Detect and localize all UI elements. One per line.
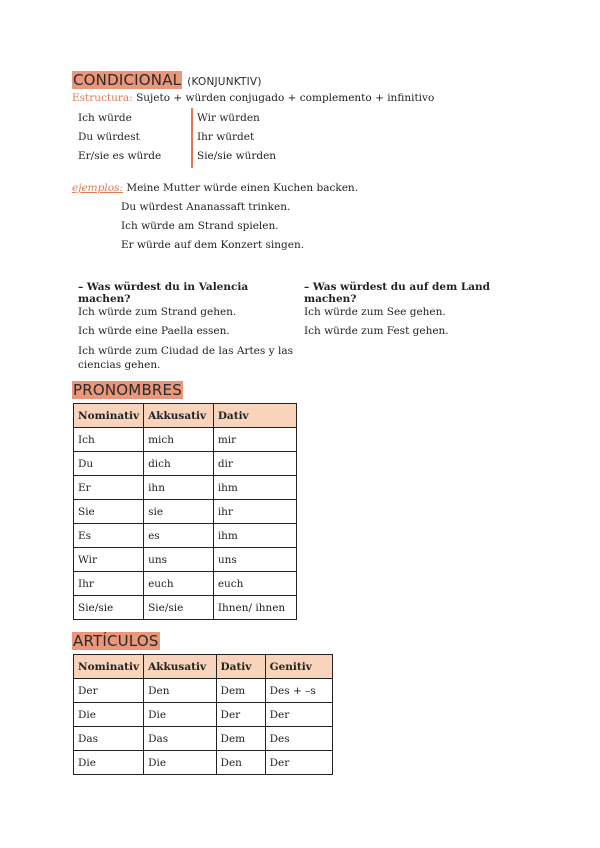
table-header-cell: Nominativ (74, 404, 144, 428)
table-header-cell: Akkusativ (144, 404, 214, 428)
table-cell: Die (144, 751, 216, 775)
conjugation-divider (191, 108, 193, 168)
conjugation-item: Wir würden (197, 112, 260, 124)
estructura-text: Sujeto + würden conjugado + complemento + infinitivo (136, 92, 435, 104)
table-cell: Der (265, 703, 332, 727)
table-cell: es (144, 524, 214, 548)
table-row (74, 596, 297, 620)
table-row (74, 572, 297, 596)
table-cell: euch (213, 572, 296, 596)
table-cell: Ihnen/ ihnen (213, 596, 296, 620)
table-cell: uns (144, 548, 214, 572)
conjugation-item: Sie/sie würden (197, 150, 277, 162)
table-header-cell: Akkusativ (144, 655, 216, 679)
table-row (74, 548, 297, 572)
question-land: – Was würdest du auf dem Land machen? (304, 281, 490, 305)
table-cell: Es (74, 524, 144, 548)
answer-item: Ich würde zum See gehen. (304, 306, 446, 318)
conjugation-item: Er/sie es würde (78, 150, 162, 162)
table-cell: euch (144, 572, 214, 596)
table-row (74, 703, 333, 727)
table-cell: uns (213, 548, 296, 572)
table-cell: ihn (144, 476, 214, 500)
ejemplo-item: Er würde auf dem Konzert singen. (121, 239, 305, 251)
pronombres-title: PRONOMBRES (73, 381, 182, 399)
table-cell: Sie (74, 500, 144, 524)
conjugation-left-column (78, 109, 161, 166)
answer-item: Ich würde zum Fest gehen. (304, 325, 449, 337)
table-cell: Der (74, 679, 144, 703)
table-header-cell: Genitiv (265, 655, 332, 679)
table-row (74, 679, 333, 703)
answer-item: Ich würde zum Strand gehen. (78, 306, 237, 318)
table-cell: Des (265, 727, 332, 751)
articulos-table (73, 654, 333, 775)
table-cell: Du (74, 452, 144, 476)
table-cell: sie (144, 500, 214, 524)
table-cell: Das (74, 727, 144, 751)
table-cell: Ihr (74, 572, 144, 596)
table-cell: Sie/sie (144, 596, 214, 620)
table-cell: Der (216, 703, 265, 727)
table-row (74, 751, 333, 775)
question-valencia-block (78, 281, 293, 372)
table-cell: ihr (213, 500, 296, 524)
articulos-title: ARTÍCULOS (73, 632, 159, 650)
pronombres-table (73, 403, 297, 620)
table-row (74, 428, 297, 452)
question-valencia: – Was würdest du in Valencia machen? (78, 281, 249, 305)
table-cell: Dem (216, 727, 265, 751)
table-header-row (74, 655, 333, 679)
conjugation-item: Ihr würdet (197, 131, 255, 143)
ejemplo-item: Ich würde am Strand spielen. (121, 220, 279, 232)
table-cell: ihm (213, 524, 296, 548)
table-cell: Er (74, 476, 144, 500)
table-cell: Dem (216, 679, 265, 703)
table-cell: ihm (213, 476, 296, 500)
ejemplos-label: ejemplos: (72, 182, 123, 194)
table-cell: Der (265, 751, 332, 775)
question-land-block (304, 281, 534, 337)
ejemplos-first (72, 179, 358, 198)
answer-item: Ich würde eine Paella essen. (78, 325, 230, 337)
table-cell: Den (144, 679, 216, 703)
table-cell: mir (213, 428, 296, 452)
table-cell: dir (213, 452, 296, 476)
ejemplos-list (121, 198, 304, 255)
articulos-heading (72, 632, 160, 650)
table-cell: Ich (74, 428, 144, 452)
table-row (74, 452, 297, 476)
table-cell: dich (144, 452, 214, 476)
condicional-subtitle: (KONJUNKTIV) (187, 76, 262, 88)
table-header-row (74, 404, 297, 428)
table-cell: Den (216, 751, 265, 775)
table-cell: Wir (74, 548, 144, 572)
table-row (74, 476, 297, 500)
estructura-label: Estructura: (72, 92, 133, 104)
condicional-heading (72, 71, 262, 89)
ejemplo-item: Du würdest Ananassaft trinken. (121, 201, 291, 213)
table-cell: Das (144, 727, 216, 751)
table-cell: mich (144, 428, 214, 452)
table-cell: Die (74, 703, 144, 727)
table-row (74, 500, 297, 524)
table-row (74, 727, 333, 751)
table-header-cell: Dativ (216, 655, 265, 679)
table-cell: Die (74, 751, 144, 775)
ejemplo-item: Meine Mutter würde einen Kuchen backen. (126, 182, 359, 194)
answer-item: Ich würde zum Ciudad de las Artes y las ciencias gehen. (78, 345, 293, 371)
table-cell: Des + –s (265, 679, 332, 703)
condicional-title: CONDICIONAL (73, 71, 182, 89)
table-cell: Sie/sie (74, 596, 144, 620)
estructura-line (72, 92, 434, 104)
conjugation-item: Du würdest (78, 131, 140, 143)
table-row (74, 524, 297, 548)
conjugation-item: Ich würde (78, 112, 132, 124)
pronombres-heading (72, 381, 183, 399)
conjugation-right-column (197, 109, 276, 166)
table-header-cell: Dativ (213, 404, 296, 428)
table-cell: Die (144, 703, 216, 727)
table-header-cell: Nominativ (74, 655, 144, 679)
